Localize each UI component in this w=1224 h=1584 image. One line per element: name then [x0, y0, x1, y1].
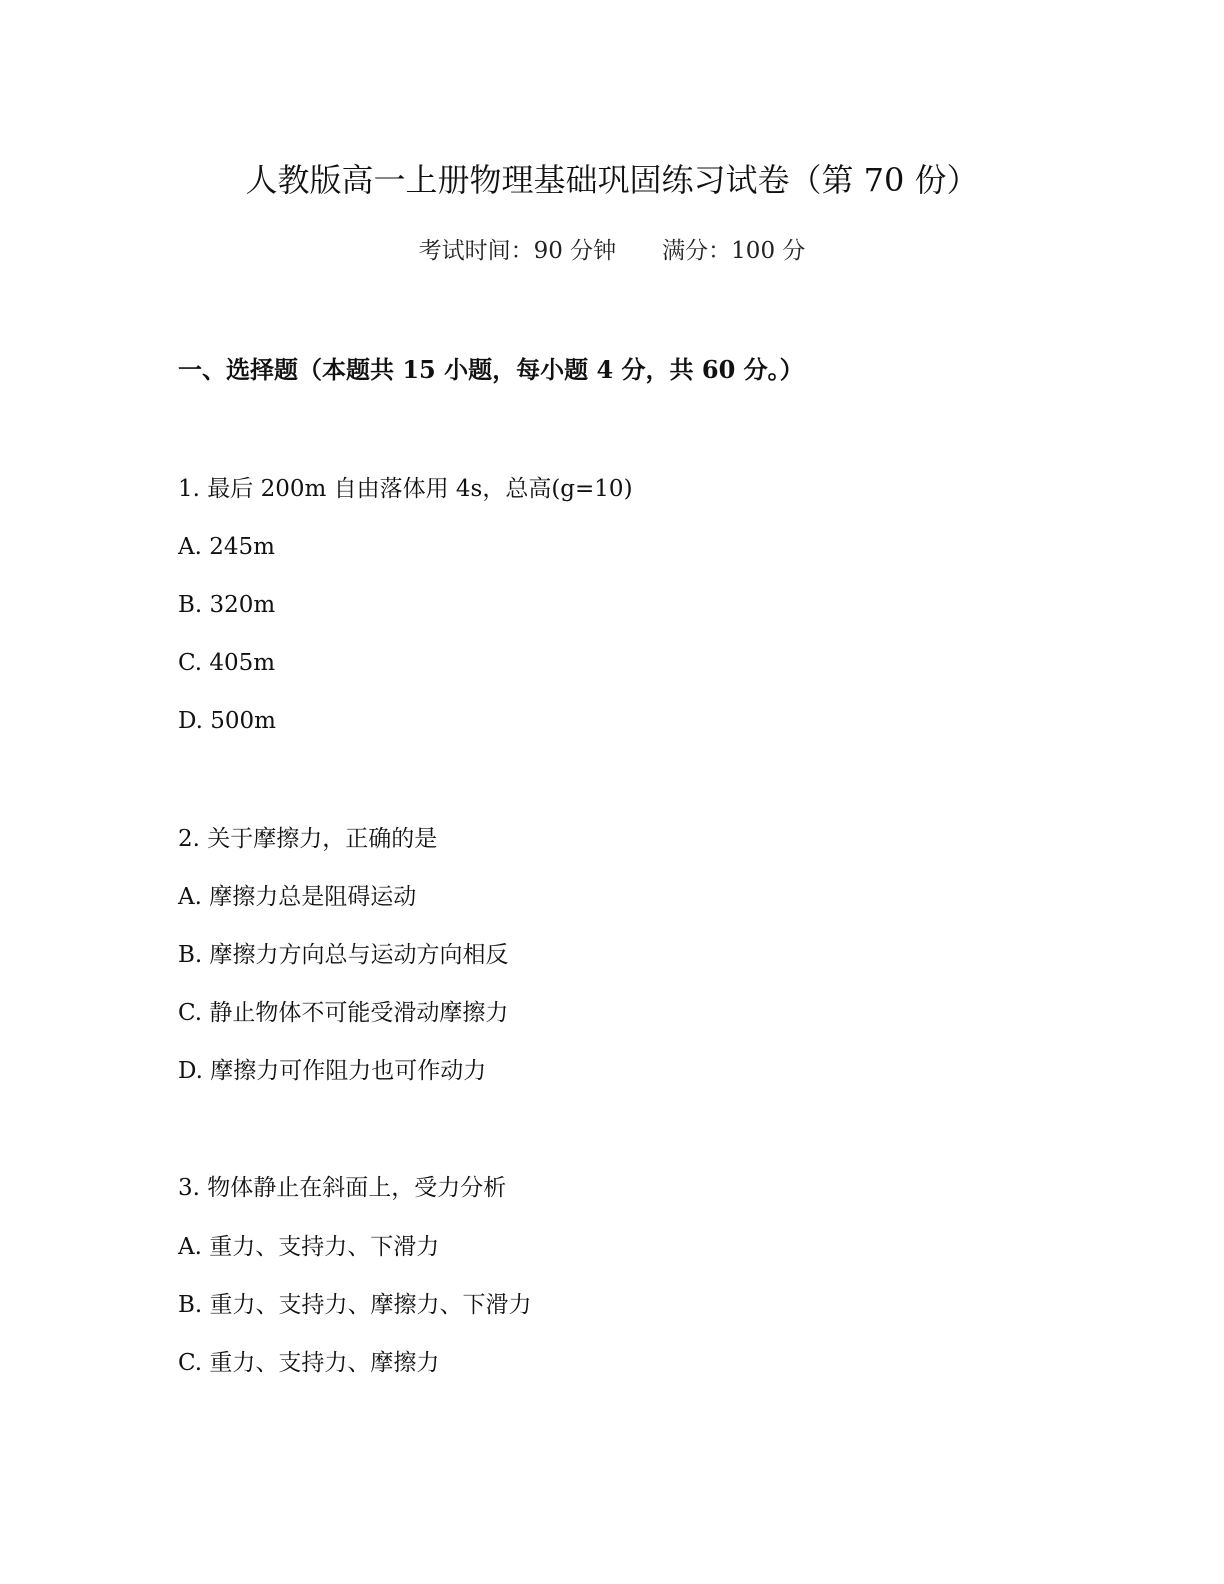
- answer-option: A. 重力、支持力、下滑力: [178, 1234, 440, 1260]
- question-stem: 2. 关于摩擦力，正确的是: [178, 826, 438, 852]
- answer-option: B. 重力、支持力、摩擦力、下滑力: [178, 1292, 532, 1318]
- answer-option: A. 摩擦力总是阻碍运动: [178, 884, 417, 910]
- full-score: 满分：100 分: [662, 238, 806, 264]
- answer-option: D. 摩擦力可作阻力也可作动力: [178, 1058, 487, 1084]
- exam-time: 考试时间：90 分钟: [418, 238, 617, 264]
- question-stem: 1. 最后 200m 自由落体用 4s，总高(g=10): [178, 476, 633, 502]
- answer-option: B. 320m: [178, 592, 276, 618]
- answer-option: B. 摩擦力方向总与运动方向相反: [178, 942, 509, 968]
- answer-option: C. 重力、支持力、摩擦力: [178, 1350, 440, 1376]
- page-title: 人教版高一上册物理基础巩固练习试卷（第 70 份）: [245, 161, 979, 199]
- question-stem: 3. 物体静止在斜面上，受力分析: [178, 1175, 507, 1201]
- answer-option: D. 500m: [178, 708, 276, 734]
- answer-option: C. 405m: [178, 650, 276, 676]
- answer-option: C. 静止物体不可能受滑动摩擦力: [178, 1000, 509, 1026]
- exam-meta: [0, 234, 1224, 268]
- answer-option: A. 245m: [178, 534, 275, 560]
- section-title: 一、选择题（本题共 15 小题，每小题 4 分，共 60 分。）: [178, 355, 804, 384]
